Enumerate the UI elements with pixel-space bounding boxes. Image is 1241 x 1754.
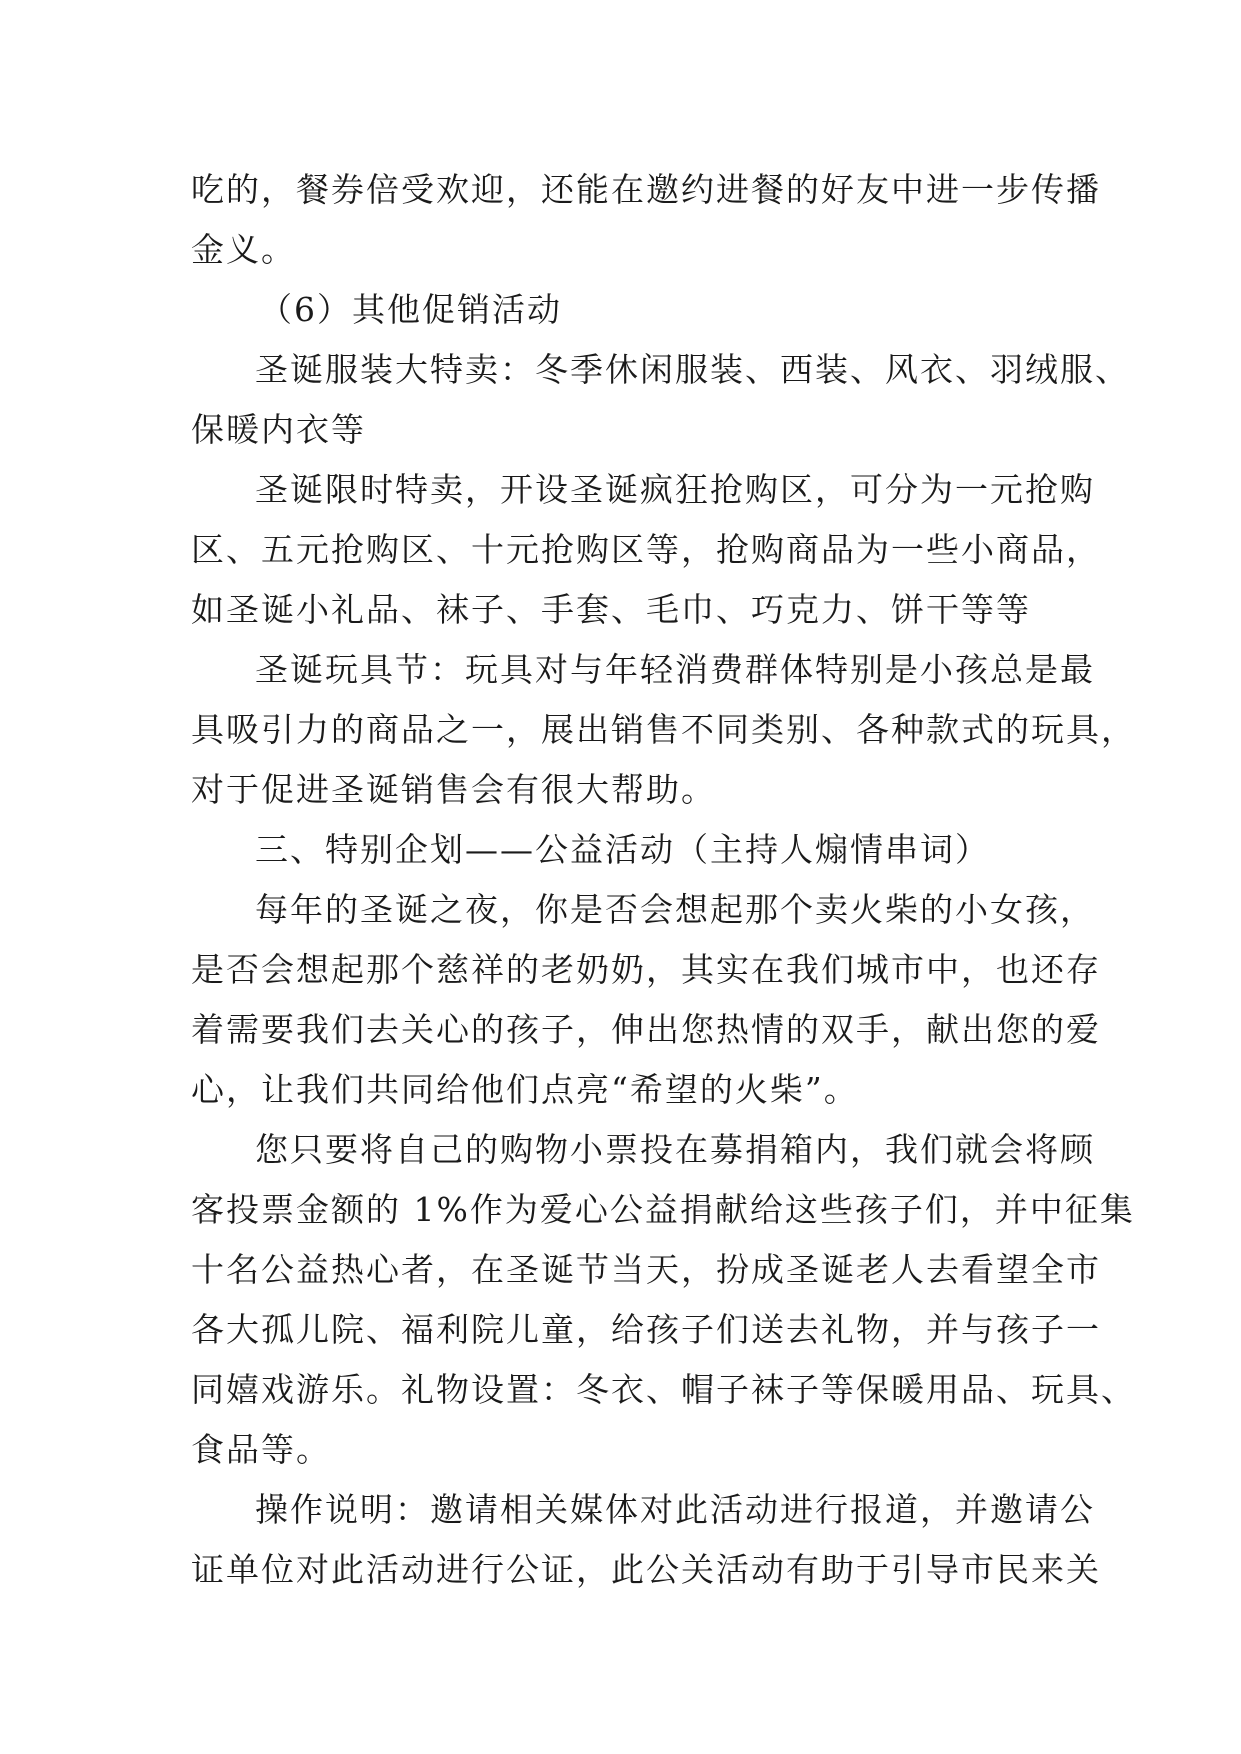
paragraph-line: 圣诞限时特卖，开设圣诞疯狂抢购区，可分为一元抢购: [255, 470, 1095, 509]
paragraph-line: 金义。: [191, 230, 296, 269]
paragraph-line: 您只要将自己的购物小票投在募捐箱内，我们就会将顾: [255, 1130, 1095, 1169]
paragraph-line: 同嬉戏游乐。礼物设置：冬衣、帽子袜子等保暖用品、玩具、: [191, 1370, 1136, 1409]
paragraph-line: 具吸引力的商品之一，展出销售不同类别、各种款式的玩具，: [191, 710, 1136, 749]
paragraph-line: 着需要我们去关心的孩子，伸出您热情的双手，献出您的爱: [191, 1010, 1101, 1049]
paragraph-line: 吃的，餐券倍受欢迎，还能在邀约进餐的好友中进一步传播: [191, 170, 1101, 209]
paragraph-line: 十名公益热心者，在圣诞节当天，扮成圣诞老人去看望全市: [191, 1250, 1101, 1289]
section-heading: （6）其他促销活动: [259, 290, 562, 329]
paragraph-line: 保暖内衣等: [191, 410, 366, 449]
paragraph-line: 每年的圣诞之夜，你是否会想起那个卖火柴的小女孩，: [255, 890, 1095, 929]
paragraph-line: 区、五元抢购区、十元抢购区等，抢购商品为一些小商品，: [191, 530, 1101, 569]
paragraph-line: 心，让我们共同给他们点亮“希望的火柴”。: [191, 1070, 859, 1109]
document-body: [191, 160, 1136, 1600]
paragraph-line: 客投票金额的 1%作为爱心公益捐献给这些孩子们，并中征集: [191, 1190, 1135, 1229]
paragraph-line: 食品等。: [191, 1430, 331, 1469]
paragraph-line: 操作说明：邀请相关媒体对此活动进行报道，并邀请公: [255, 1490, 1095, 1529]
paragraph-line: 各大孤儿院、福利院儿童，给孩子们送去礼物，并与孩子一: [191, 1310, 1101, 1349]
paragraph-line: 证单位对此活动进行公证，此公关活动有助于引导市民来关: [191, 1550, 1101, 1589]
paragraph-line: 对于促进圣诞销售会有很大帮助。: [191, 770, 716, 809]
paragraph-line: 圣诞服装大特卖：冬季休闲服装、西装、风衣、羽绒服、: [255, 350, 1130, 389]
section-heading: 三、特别企划——公益活动（主持人煽情串词）: [255, 830, 990, 869]
paragraph-line: 是否会想起那个慈祥的老奶奶，其实在我们城市中，也还存: [191, 950, 1101, 989]
paragraph-line: 如圣诞小礼品、袜子、手套、毛巾、巧克力、饼干等等: [191, 590, 1031, 629]
paragraph-line: 圣诞玩具节：玩具对与年轻消费群体特别是小孩总是最: [255, 650, 1095, 689]
